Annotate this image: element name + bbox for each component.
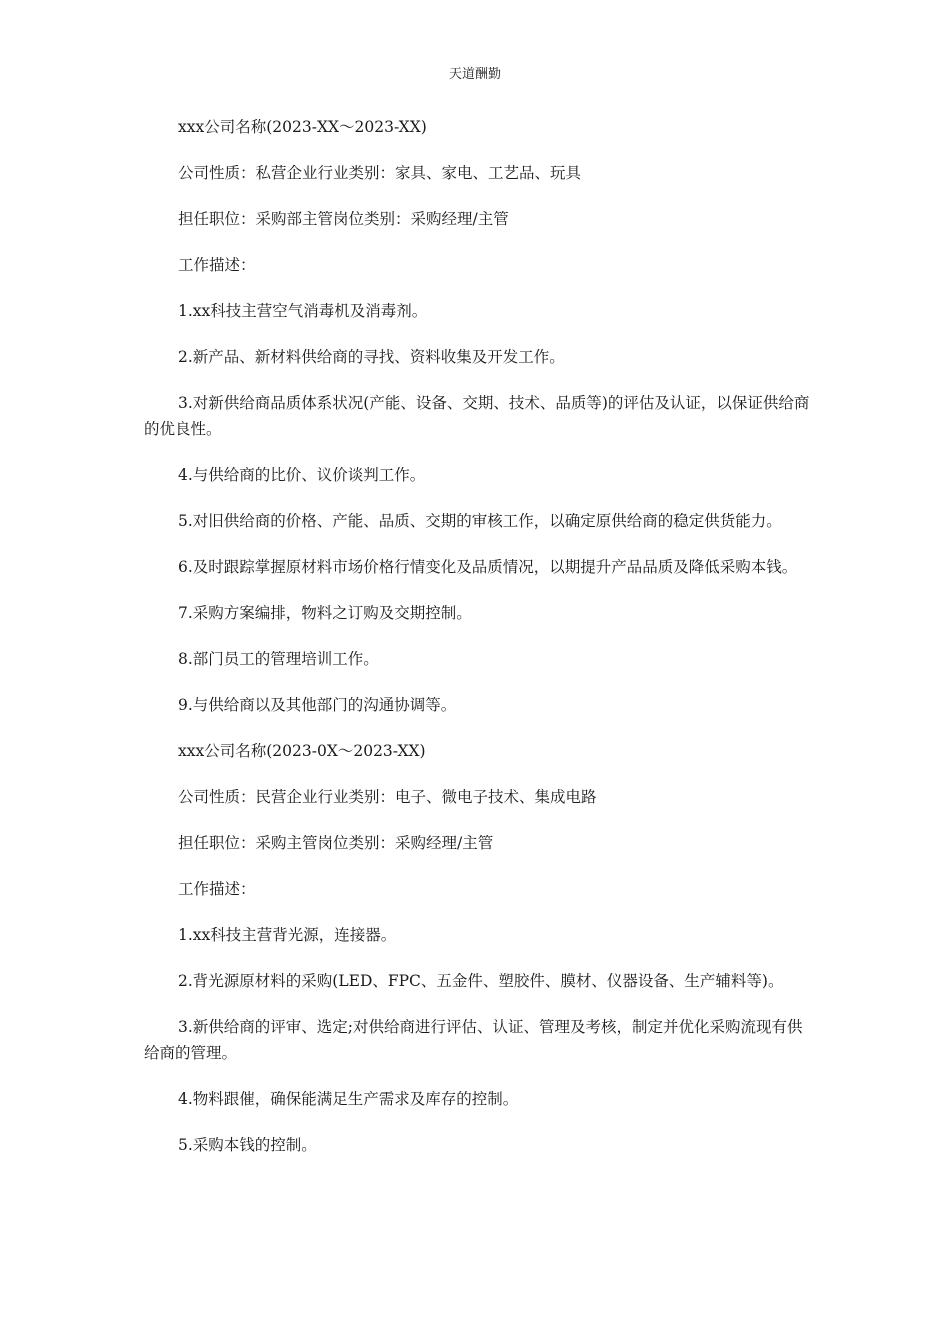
company-2-job-description-heading: 工作描述： [178,880,256,898]
company-1-duty-8: 8.部门员工的管理培训工作。 [178,650,379,668]
company-2-position: 担任职位：采购主管岗位类别：采购经理/主管 [178,834,494,852]
company-1-duty-3: 3.对新供给商品质体系状况(产能、设备、交期、技术、品质等)的评估及认证，以保证供给商的优良性。 [144,394,810,438]
document-body [144,114,810,1178]
company-2-duty-5: 5.采购本钱的控制。 [178,1136,317,1154]
company-1-name: xxx公司名称(2023-XX～2023-XX) [178,118,427,136]
company-2-duty-2: 2.背光源原材料的采购(LED、FPC、五金件、塑胶件、膜材、仪器设备、生产辅料等)。 [178,972,784,990]
company-1-duty-2: 2.新产品、新材料供给商的寻找、资料收集及开发工作。 [178,348,565,366]
company-1-duty-9: 9.与供给商以及其他部门的沟通协调等。 [178,696,457,714]
company-1-duty-7: 7.采购方案编排，物料之订购及交期控制。 [178,604,472,622]
company-1-duty-6: 6.及时跟踪掌握原材料市场价格行情变化及品质情况，以期提升产品品质及降低采购本钱。 [178,558,798,576]
company-2-duty-1: 1.xx科技主营背光源，连接器。 [178,926,397,944]
company-2-nature: 公司性质：民营企业行业类别：电子、微电子技术、集成电路 [178,788,597,806]
company-1-duty-5: 5.对旧供给商的价格、产能、品质、交期的审核工作，以确定原供给商的稳定供货能力。 [178,512,782,530]
company-1-nature: 公司性质：私营企业行业类别：家具、家电、工艺品、玩具 [178,164,582,182]
company-1-position: 担任职位：采购部主管岗位类别：采购经理/主管 [178,210,509,228]
company-1-job-description-heading: 工作描述： [178,256,256,274]
company-2-duty-4: 4.物料跟催，确保能满足生产需求及库存的控制。 [178,1090,519,1108]
company-2-duty-3: 3.新供给商的评审、选定;对供给商进行评估、认证、管理及考核，制定并优化采购流现有供给商的管理。 [144,1018,803,1062]
company-1-duty-4: 4.与供给商的比价、议价谈判工作。 [178,466,426,484]
page-header: 天道酬勤 [448,67,501,82]
company-2-name: xxx公司名称(2023-0X～2023-XX) [178,742,426,760]
company-1-duty-1: 1.xx科技主营空气消毒机及消毒剂。 [178,302,428,320]
